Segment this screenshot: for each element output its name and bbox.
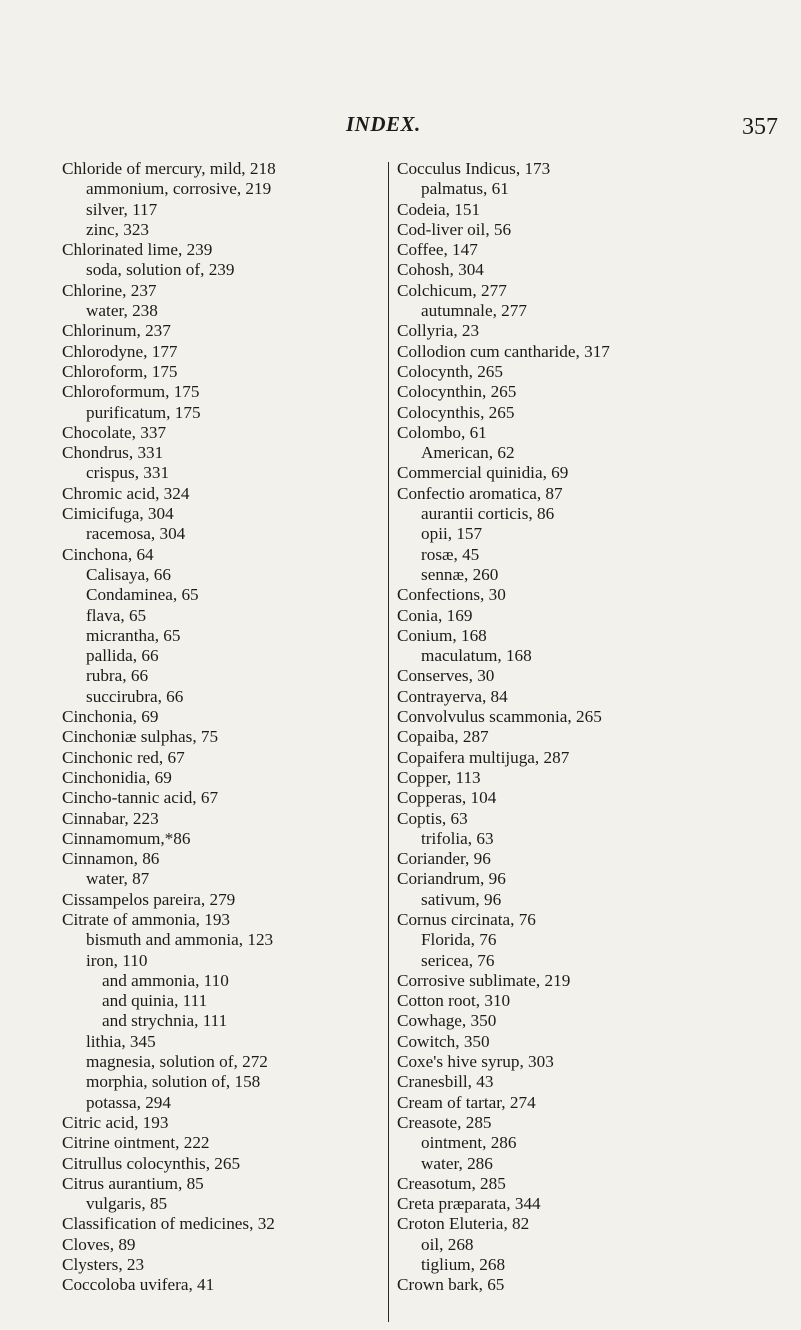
index-entry: Coptis, 63 — [397, 808, 468, 828]
index-entry: Citric acid, 193 — [62, 1112, 169, 1132]
index-entry: Collyria, 23 — [397, 321, 480, 341]
index-entry: Cotton root, 310 — [397, 991, 511, 1011]
index-entry: Cohosh, 304 — [397, 260, 484, 280]
index-entry: Copperas, 104 — [397, 788, 497, 808]
index-entry: oil, 268 — [421, 1234, 474, 1254]
index-entry: Coriander, 96 — [397, 849, 491, 869]
index-entry: Creta præparata, 344 — [397, 1194, 541, 1214]
index-entry: Colchicum, 277 — [397, 280, 507, 300]
index-entry: maculatum, 168 — [421, 646, 532, 666]
index-entry: Chlorine, 237 — [62, 280, 157, 300]
index-entry: palmatus, 61 — [421, 179, 509, 199]
index-entry: Cimicifuga, 304 — [62, 504, 174, 524]
index-entry: racemosa, 304 — [86, 524, 186, 544]
index-entry: Corrosive sublimate, 219 — [397, 970, 571, 990]
index-entry: trifolia, 63 — [421, 828, 494, 848]
index-entry: silver, 117 — [86, 199, 158, 219]
index-entry: Cinnabar, 223 — [62, 808, 159, 828]
index-entry: Cinchoniæ sulphas, 75 — [62, 727, 219, 747]
index-column-left — [62, 159, 422, 1296]
index-entry: Cranesbill, 43 — [397, 1072, 494, 1092]
index-entry: Contrayerva, 84 — [397, 686, 508, 706]
index-entry: autumnale, 277 — [421, 301, 527, 321]
index-entry: ammonium, corrosive, 219 — [86, 179, 272, 199]
index-entry: potassa, 294 — [86, 1092, 171, 1112]
index-entry: Confectio aromatica, 87 — [397, 483, 563, 503]
index-entry: rubra, 66 — [86, 666, 149, 686]
index-entry: Coffee, 147 — [397, 240, 478, 260]
index-entry: water, 87 — [86, 869, 150, 889]
index-entry: vulgaris, 85 — [86, 1194, 168, 1214]
page-number: 357 — [742, 114, 778, 140]
index-entry: Copper, 113 — [397, 767, 481, 787]
index-entry: tiglium, 268 — [421, 1255, 506, 1275]
index-entry: Croton Eluteria, 82 — [397, 1214, 530, 1234]
index-entry: crispus, 331 — [86, 463, 170, 483]
index-entry: Chlorodyne, 177 — [62, 341, 178, 361]
index-entry: Cinchonic red, 67 — [62, 747, 185, 767]
index-entry: morphia, solution of, 158 — [86, 1072, 261, 1092]
index-entry: and strychnia, 111 — [102, 1011, 228, 1031]
index-entry: Cowitch, 350 — [397, 1031, 490, 1051]
index-entry: Chloroformum, 175 — [62, 382, 200, 402]
index-entry: Cissampelos pareira, 279 — [62, 889, 236, 909]
index-entry: sativum, 96 — [421, 889, 502, 909]
index-entry: and quinia, 111 — [102, 991, 208, 1011]
index-entry: Colocynthin, 265 — [397, 382, 517, 402]
index-entry: magnesia, solution of, 272 — [86, 1052, 268, 1072]
index-entry: and ammonia, 110 — [102, 970, 229, 990]
index-entry: pallida, 66 — [86, 646, 159, 666]
index-entry: Coxe's hive syrup, 303 — [397, 1052, 554, 1072]
index-entry: Crown bark, 65 — [397, 1275, 505, 1295]
index-entry: Chocolate, 337 — [62, 422, 167, 442]
index-entry: Coccoloba uvifera, 41 — [62, 1275, 215, 1295]
index-entry: zinc, 323 — [86, 219, 150, 239]
index-entry: Classification of medicines, 32 — [62, 1214, 275, 1234]
index-entry: Colocynth, 265 — [397, 361, 503, 381]
column-divider — [388, 162, 389, 1322]
index-entry: Citrus aurantium, 85 — [62, 1173, 204, 1193]
index-entry: succirubra, 66 — [86, 686, 184, 706]
index-entry: Chloroform, 175 — [62, 361, 178, 381]
index-entry: Confections, 30 — [397, 585, 506, 605]
index-entry: Citrine ointment, 222 — [62, 1133, 210, 1153]
index-entry: Cinnamomum,*86 — [62, 828, 191, 848]
index-entry: Cornus circinata, 76 — [397, 909, 536, 929]
index-entry: Chondrus, 331 — [62, 443, 164, 463]
index-entry: Cinchonidia, 69 — [62, 767, 172, 787]
page-header — [0, 112, 801, 142]
index-entry: Coriandrum, 96 — [397, 869, 506, 889]
index-entry: Commercial quinidia, 69 — [397, 463, 569, 483]
index-entry: flava, 65 — [86, 605, 147, 625]
index-entry: sennæ, 260 — [421, 564, 499, 584]
index-entry: Chlorinum, 237 — [62, 321, 171, 341]
index-entry: Cincho-tannic acid, 67 — [62, 788, 219, 808]
index-entry: rosæ, 45 — [421, 544, 480, 564]
index-entry: purificatum, 175 — [86, 402, 201, 422]
index-entry: sericea, 76 — [421, 950, 495, 970]
index-entry: bismuth and ammonia, 123 — [86, 930, 274, 950]
index-entry: Clysters, 23 — [62, 1255, 145, 1275]
index-column-right — [397, 159, 757, 1296]
index-entry: Cinchonia, 69 — [62, 707, 159, 727]
index-entry: Colombo, 61 — [397, 422, 487, 442]
index-entry: Cinchona, 64 — [62, 544, 154, 564]
index-entry: Cloves, 89 — [62, 1234, 136, 1254]
index-entry: Copaifera multijuga, 287 — [397, 747, 570, 767]
index-entry: Convolvulus scammonia, 265 — [397, 707, 602, 727]
index-entry: micrantha, 65 — [86, 625, 181, 645]
index-entry: opii, 157 — [421, 524, 483, 544]
index-entry: Colocynthis, 265 — [397, 402, 515, 422]
index-entry: Cod-liver oil, 56 — [397, 219, 512, 239]
index-entry: Florida, 76 — [421, 930, 497, 950]
index-entry: iron, 110 — [86, 950, 148, 970]
index-entry: Conserves, 30 — [397, 666, 495, 686]
index-entry: Conium, 168 — [397, 625, 487, 645]
index-entry: Copaiba, 287 — [397, 727, 489, 747]
index-entry: lithia, 345 — [86, 1031, 156, 1051]
index-entry: ointment, 286 — [421, 1133, 517, 1153]
index-entry: Codeia, 151 — [397, 199, 481, 219]
index-entry: Condaminea, 65 — [86, 585, 199, 605]
index-entry: Creasote, 285 — [397, 1112, 492, 1132]
index-entry: water, 238 — [86, 301, 158, 321]
index-entry: Cocculus Indicus, 173 — [397, 159, 551, 178]
index-entry: Creasotum, 285 — [397, 1173, 506, 1193]
index-entry: aurantii corticis, 86 — [421, 504, 555, 524]
index-entry: water, 286 — [421, 1153, 493, 1173]
index-entry: Citrullus colocynthis, 265 — [62, 1153, 241, 1173]
index-entry: Chlorinated lime, 239 — [62, 240, 213, 260]
index-entry: Cowhage, 350 — [397, 1011, 497, 1031]
index-entry: soda, solution of, 239 — [86, 260, 235, 280]
index-entry: Collodion cum cantharide, 317 — [397, 341, 610, 361]
index-entry: Cinnamon, 86 — [62, 849, 160, 869]
index-entry: Cream of tartar, 274 — [397, 1092, 536, 1112]
index-entry: Citrate of ammonia, 193 — [62, 909, 231, 929]
index-entry: Chromic acid, 324 — [62, 483, 190, 503]
page-title: INDEX. — [346, 112, 421, 136]
index-entry: Chloride of mercury, mild, 218 — [62, 159, 276, 178]
index-entry: Conia, 169 — [397, 605, 473, 625]
index-entry: American, 62 — [421, 443, 515, 463]
index-entry: Calisaya, 66 — [86, 564, 171, 584]
